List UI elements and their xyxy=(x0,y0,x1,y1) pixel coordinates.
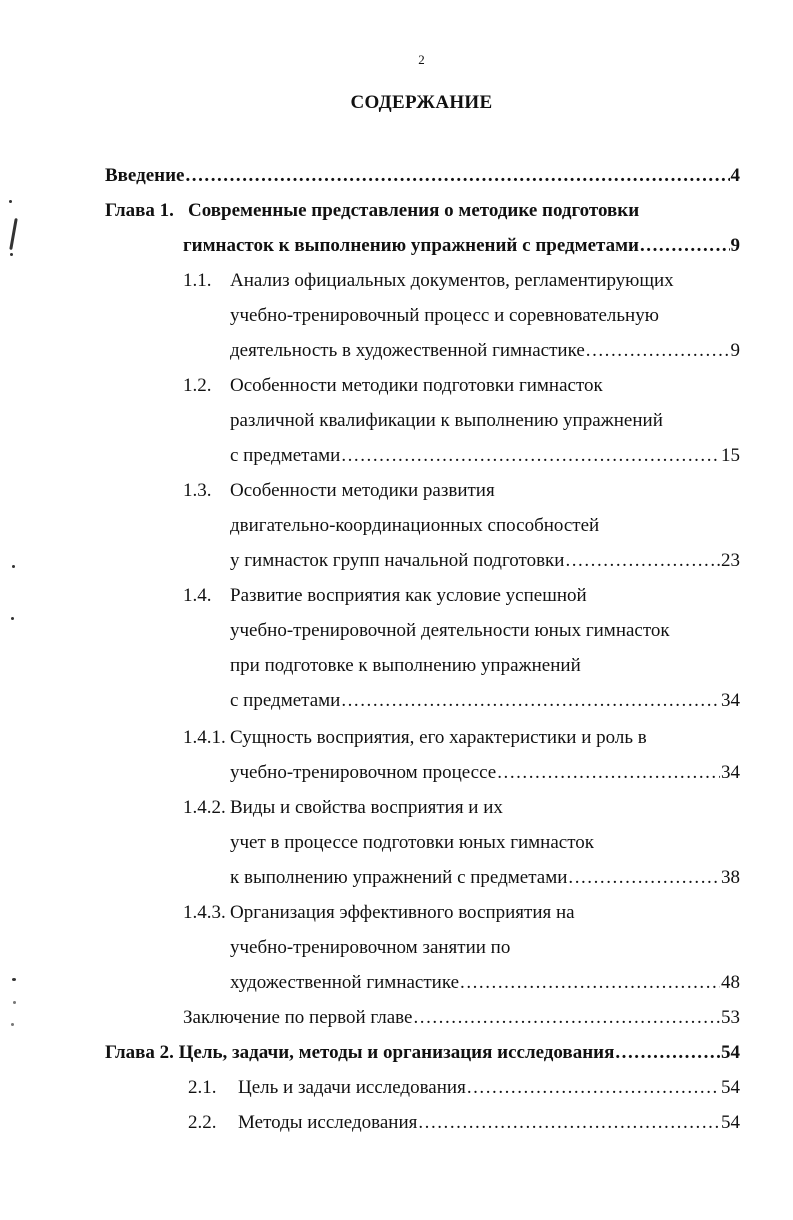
toc-entry-chapter1 xyxy=(183,234,740,258)
chapter1-title-line2: гимнасток к выполнению упражнений с предметами xyxy=(183,235,639,256)
toc-entry-chapter2 xyxy=(105,1041,740,1065)
section-2-1-line1: Цель и задачи исследования xyxy=(238,1077,466,1098)
toc-entry-2-2 xyxy=(238,1111,740,1135)
toc-entry-page: 54 xyxy=(721,1042,740,1063)
dot-leader xyxy=(615,1041,720,1065)
section-1-4-line4: с предметами xyxy=(230,690,341,711)
section-1-1-line2: учебно-тренировочный процесс и соревновательную xyxy=(230,305,659,326)
chapter1-number: Глава 1. xyxy=(105,200,174,221)
scan-speck xyxy=(11,1023,14,1026)
toc-entry-page: 54 xyxy=(721,1112,740,1133)
toc-entry-page: 38 xyxy=(721,867,740,888)
dot-leader xyxy=(341,689,720,713)
section-number-1-1: 1.1. xyxy=(183,270,212,291)
page-title: СОДЕРЖАНИЕ xyxy=(350,92,493,113)
toc-entry-2-1 xyxy=(238,1076,740,1100)
page-number: 2 xyxy=(418,52,425,67)
toc-entry-1-2 xyxy=(230,444,740,468)
dot-leader xyxy=(341,444,720,468)
toc-entry-label: Заключение по первой главе xyxy=(183,1007,413,1028)
dot-leader xyxy=(565,549,715,573)
section-1-4-2-line1: Виды и свойства восприятия и их xyxy=(230,797,503,818)
section-1-4-2-line3: к выполнению упражнений с предметами xyxy=(230,867,568,888)
section-1-4-1-line1: Сущность восприятия, его характеристики и роль в xyxy=(230,727,647,748)
toc-entry-page: 34 xyxy=(721,690,740,711)
section-1-4-line2: учебно-тренировочной деятельности юных гимнасток xyxy=(230,620,670,641)
toc-entry-page: 54 xyxy=(721,1077,740,1098)
section-number-1-4: 1.4. xyxy=(183,585,212,606)
dot-leader xyxy=(418,1111,720,1135)
toc-entry-page: 9 xyxy=(730,340,740,361)
toc-entry-page: .23 xyxy=(716,550,740,571)
section-number-1-3: 1.3. xyxy=(183,480,212,501)
section-1-4-1-line2: учебно-тренировочном процессе xyxy=(230,762,497,783)
section-number-1-2: 1.2. xyxy=(183,375,212,396)
section-number-2-2: 2.2. xyxy=(188,1112,217,1133)
section-1-2-line3: с предметами xyxy=(230,445,341,466)
toc-entry-page: 48 xyxy=(721,972,740,993)
dot-leader xyxy=(467,1076,720,1100)
toc-entry-page: 9 xyxy=(730,235,740,256)
scan-speck xyxy=(9,218,18,250)
section-1-4-line1: Развитие восприятия как условие успешной xyxy=(230,585,587,606)
toc-entry-page: 4 xyxy=(730,165,740,186)
section-1-4-3-line1: Организация эффективного восприятия на xyxy=(230,902,575,923)
toc-entry-1-4-3 xyxy=(230,971,740,995)
scan-speck xyxy=(11,617,14,620)
section-1-4-2-line2: учет в процессе подготовки юных гимнасток xyxy=(230,832,594,853)
toc-entry-1-3 xyxy=(230,549,740,573)
dot-leader xyxy=(186,164,730,188)
toc-entry-1-4 xyxy=(230,689,740,713)
dot-leader xyxy=(586,339,730,363)
toc-entry-label: Введение xyxy=(105,165,185,186)
section-1-3-line2: двигательно-координационных способностей xyxy=(230,515,600,536)
section-1-4-3-line3: художественной гимнастике xyxy=(230,972,460,993)
toc-entry-1-4-2 xyxy=(230,866,740,890)
scan-speck xyxy=(10,253,13,256)
toc-entry-conclusion1 xyxy=(183,1006,740,1030)
section-1-3-line3: у гимнасток групп начальной подготовки xyxy=(230,550,565,571)
scan-speck xyxy=(12,565,15,568)
section-number-1-4-3: 1.4.3. xyxy=(183,902,226,923)
section-1-2-line2: различной квалификации к выполнению упражнений xyxy=(230,410,663,431)
section-1-2-line1: Особенности методики подготовки гимнасток xyxy=(230,375,603,396)
dot-leader xyxy=(460,971,720,995)
section-number-2-1: 2.1. xyxy=(188,1077,217,1098)
section-number-1-4-1: 1.4.1. xyxy=(183,727,226,748)
dot-leader xyxy=(640,234,730,258)
toc-entry-1-4-1 xyxy=(230,761,740,785)
dot-leader xyxy=(413,1006,720,1030)
chapter2-title: Глава 2. Цель, задачи, методы и организация исследования xyxy=(105,1042,615,1063)
section-2-2-line1: Методы исследования xyxy=(238,1112,418,1133)
scan-speck xyxy=(9,200,12,203)
chapter1-title-line1: Современные представления о методике подготовки xyxy=(188,200,640,221)
toc-entry-intro xyxy=(105,164,740,188)
toc-entry-page: 34 xyxy=(721,762,740,783)
section-1-4-line3: при подготовке к выполнению упражнений xyxy=(230,655,581,676)
section-1-1-line3: деятельность в художественной гимнастике xyxy=(230,340,585,361)
dot-leader xyxy=(497,761,720,785)
section-1-1-line1: Анализ официальных документов, регламентирующих xyxy=(230,270,674,291)
section-number-1-4-2: 1.4.2. xyxy=(183,797,226,818)
toc-entry-page: 53 xyxy=(721,1007,740,1028)
scan-speck xyxy=(12,978,16,981)
section-1-4-3-line2: учебно-тренировочном занятии по xyxy=(230,937,511,958)
dot-leader xyxy=(568,866,720,890)
section-1-3-line1: Особенности методики развития xyxy=(230,480,495,501)
toc-entry-page: 15 xyxy=(721,445,740,466)
toc-entry-1-1 xyxy=(230,339,740,363)
scan-speck xyxy=(13,1001,16,1004)
